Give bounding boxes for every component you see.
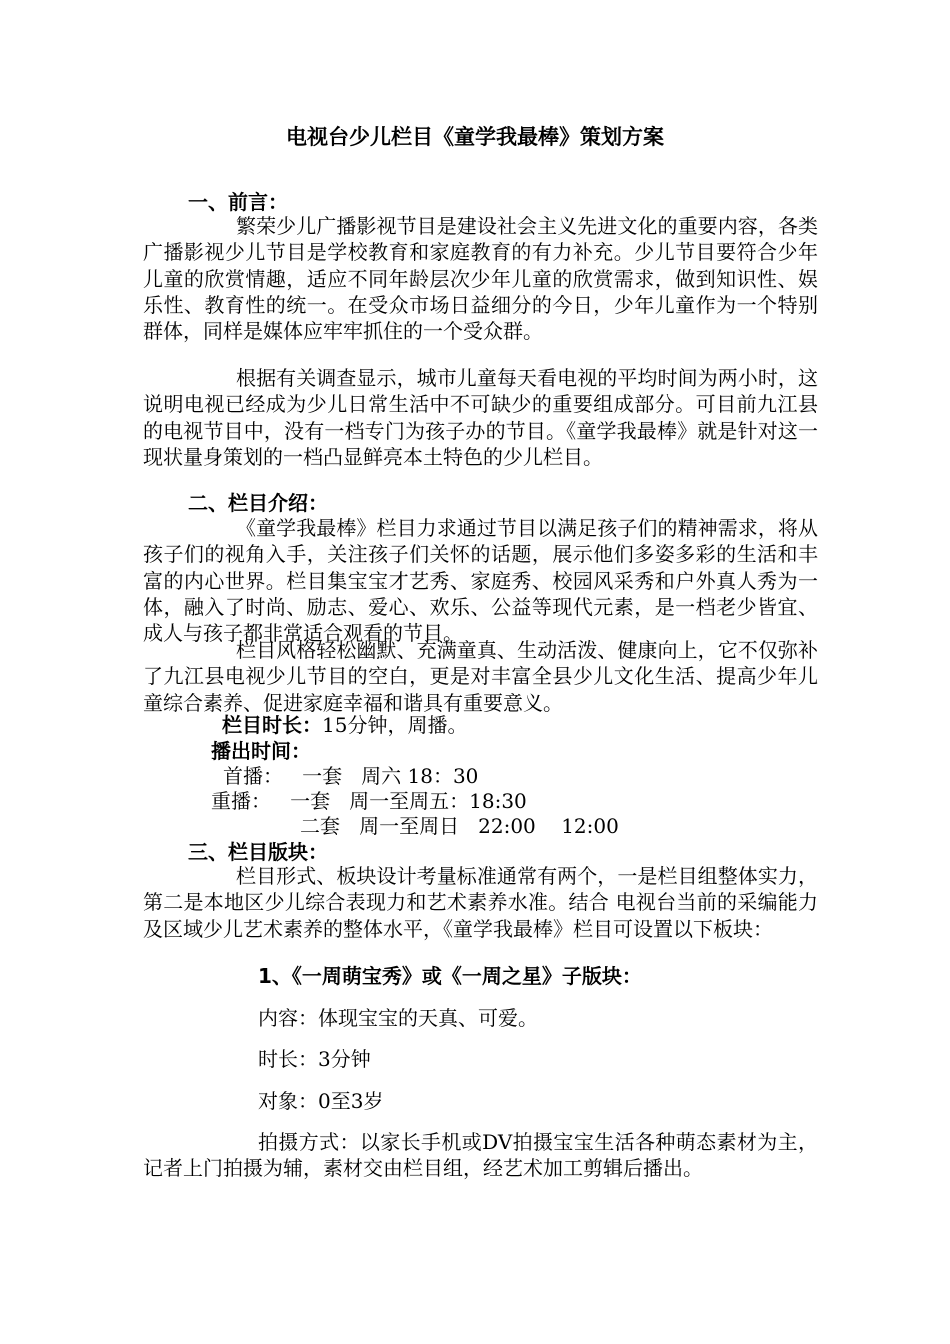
- preface-paragraph-1: 繁荣少儿广播影视节目是建设社会主义先进文化的重要内容，各类广播影视少儿节目是学校教育和家庭教育的有力补充。少儿节目要符合少年儿童的欣赏情趣，适应不同年龄层次少年儿童的欣赏需求，做到知识性、娱乐性、教育性的统一。在受众市场日益细分的今日，少年儿童作为一个特别群体，同样是媒体应牢牢抓住的一个受众群。: [143, 214, 818, 344]
- preface-paragraph-2: 根据有关调查显示，城市儿童每天看电视的平均时间为两小时，这说明电视已经成为少儿日常生活中不可缺少的重要组成部分。可目前九江县的电视节目中，没有一档专门为孩子办的节目。《童学我最棒》就是针对这一现状量身策划的一档凸显鲜亮本土特色的少儿栏目。: [143, 366, 818, 469]
- sub-block-content: 内容：体现宝宝的天真、可爱。: [258, 1006, 538, 1030]
- intro-paragraph-1: 《童学我最棒》栏目力求通过节目以满足孩子们的精神需求，将从孩子们的视角入手，关注孩子们关怀的话题，展示他们多姿多彩的生活和丰富的内心世界。栏目集宝宝才艺秀、家庭秀、校园风采秀和户外真人秀为一体，融入了时尚、励志、爱心、欢乐、公益等现代元素，是一档老少皆宜、成人与孩子都非常适合观看的节目。: [143, 516, 818, 646]
- premiere-line: 首播： 一套 周六 18：30: [223, 764, 479, 788]
- sub-block-method: 拍摄方式：以家长手机或DV拍摄宝宝生活各种萌态素材为主，记者上门拍摄为辅，素材交由栏目组，经艺术加工剪辑后播出。: [143, 1130, 818, 1181]
- section-heading-blocks: 三、栏目版块：: [188, 840, 328, 864]
- duration-line: [222, 712, 467, 738]
- airtime-label: 播出时间：: [211, 739, 311, 763]
- duration-value: 15分钟，周播。: [322, 713, 468, 737]
- sub-block-length: 时长：3分钟: [258, 1047, 371, 1071]
- section-heading-intro: 二、栏目介绍：: [188, 491, 328, 515]
- sub-block-heading-1: 1、《一周萌宝秀》或《一周之星》子版块：: [258, 964, 642, 988]
- document-title: 电视台少儿栏目《童学我最棒》策划方案: [286, 125, 664, 149]
- section-heading-preface: 一、前言：: [188, 190, 288, 214]
- rerun-line-2: 二套 周一至周日 22:00 12:00: [300, 814, 619, 838]
- sub-block-target: 对象：0至3岁: [258, 1089, 384, 1113]
- rerun-line-1: 重播： 一套 周一至周五：18:30: [211, 789, 527, 813]
- duration-label: 栏目时长：: [222, 713, 322, 737]
- intro-paragraph-2: 栏目风格轻松幽默、充满童真、生动活泼、健康向上，它不仅弥补了九江县电视少儿节目的空白，更是对丰富全县少儿文化生活、提高少年儿童综合素养、促进家庭幸福和谐具有重要意义。: [143, 638, 818, 715]
- blocks-paragraph: 栏目形式、板块设计考量标准通常有两个，一是栏目组整体实力，第二是本地区少儿综合表现力和艺术素养水准。结合 电视台当前的采编能力及区域少儿艺术素养的整体水平，《童学我最棒》栏目可设置以下板块：: [143, 864, 818, 941]
